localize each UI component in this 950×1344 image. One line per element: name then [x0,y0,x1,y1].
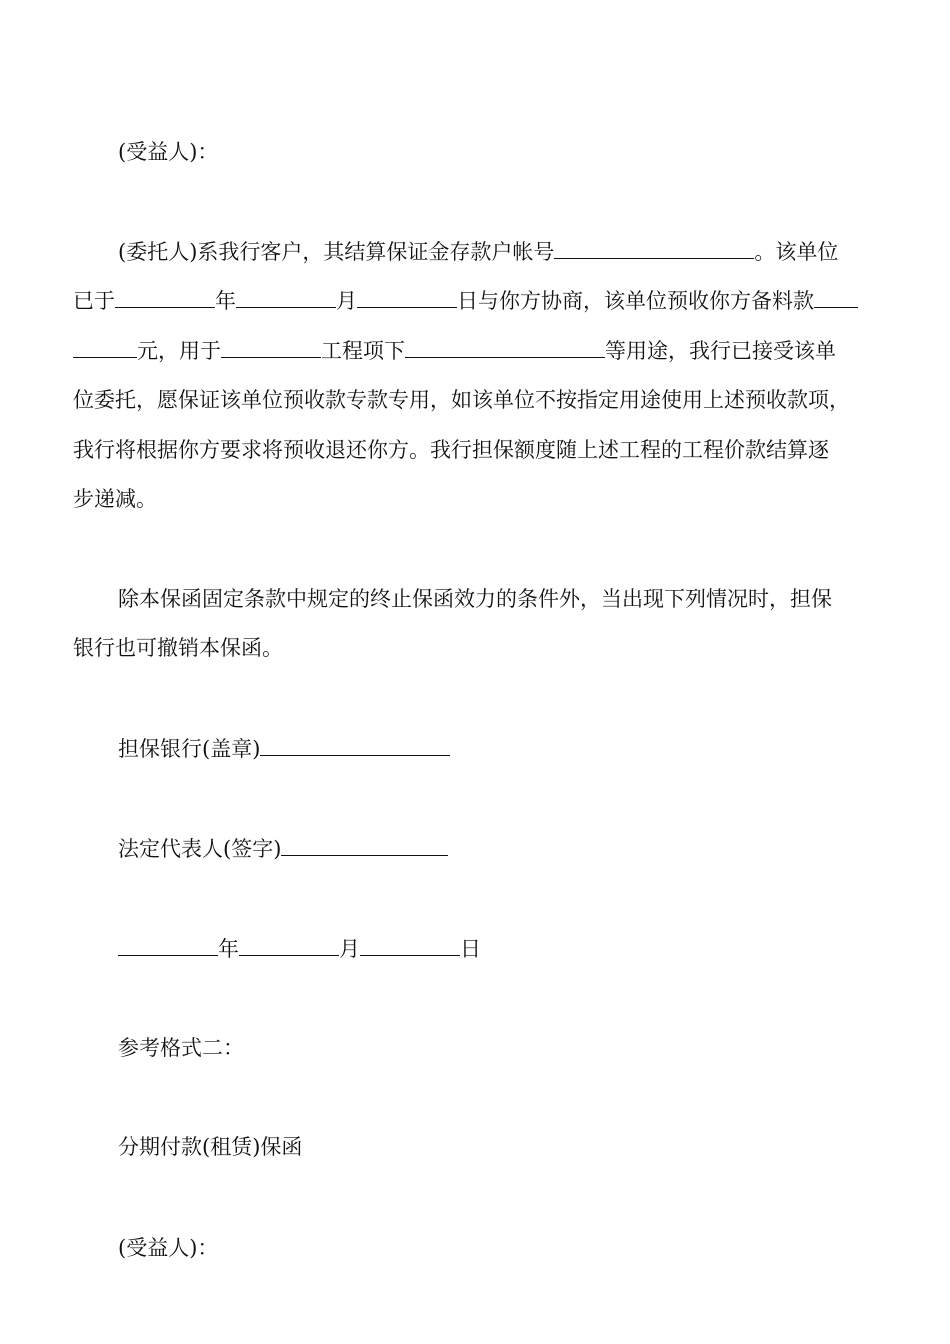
p1-text: 月 [336,289,357,313]
p1-text: 元，用于 [137,339,221,363]
beneficiary-line-2 [118,1233,218,1263]
day-blank [357,285,457,308]
date-month-blank [239,933,339,956]
beneficiary-label-2: (受益人)： [118,1236,219,1260]
paragraph-2-line-2 [73,633,283,663]
section-title-text: 分期付款(租赁)保函 [118,1135,303,1159]
legal-rep-blank [281,833,448,856]
beneficiary-label: (受益人)： [118,140,219,164]
p1-text: 位委托，愿保证该单位预收款专款专用，如该单位不按指定用途使用上述预收款项， [73,388,850,412]
project-blank [221,335,321,358]
date-line [118,933,481,964]
paragraph-1-line-2 [73,285,858,316]
paragraph-1-line-5 [73,435,829,465]
account-number-blank [554,236,754,259]
p1-text: 日与你方协商，该单位预收你方备料款 [457,289,814,313]
date-year-label: 年 [218,937,239,961]
p1-text: 我行将根据你方要求将预收退还你方。我行担保额度随上述工程的工程价款结算逐 [73,438,829,462]
paragraph-1-line-3 [73,335,836,366]
p2-text: 除本保函固定条款中规定的终止保函效力的条件外，当出现下列情况时，担保 [118,587,832,611]
bank-seal-blank [260,733,450,756]
amount-blank-start [814,285,858,308]
date-day-blank [360,933,460,956]
p1-text: 。该单位 [754,240,839,264]
paragraph-1-line-4 [73,385,850,415]
paragraph-2-line-1 [118,584,832,614]
p1-text: 等用途，我行已接受该单 [605,339,836,363]
p2-text: 银行也可撤销本保函。 [73,636,283,660]
year-blank [115,285,215,308]
p1-text: 步递减。 [73,487,157,511]
section-title [118,1132,302,1162]
bank-seal-line [118,733,450,764]
amount-blank-end [73,335,137,358]
date-month-label: 月 [339,937,360,961]
reference-format-line [118,1033,244,1063]
bank-seal-label: 担保银行(盖章) [118,737,261,761]
p1-text: (委托人)系我行客户，其结算保证金存款户帐号 [118,240,555,264]
usage-blank [405,335,605,358]
reference-format-label: 参考格式二： [118,1036,244,1060]
legal-rep-label: 法定代表人(签字) [118,837,282,861]
beneficiary-line [118,137,218,167]
date-day-label: 日 [460,937,481,961]
p1-text: 已于 [73,289,115,313]
paragraph-1-line-1 [118,236,838,267]
p1-text: 年 [215,289,236,313]
p1-text: 工程项下 [321,339,405,363]
paragraph-1-line-6 [73,484,157,514]
date-year-blank [118,933,218,956]
legal-rep-line [118,833,448,864]
month-blank [236,285,336,308]
